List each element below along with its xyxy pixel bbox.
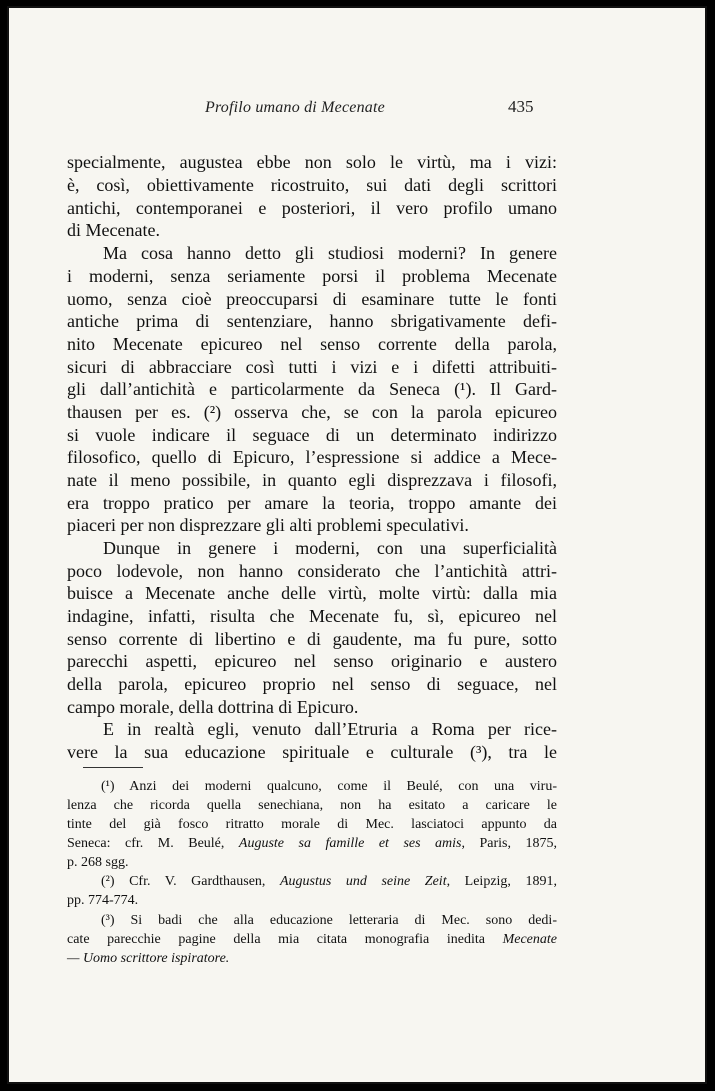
body-line: sicuri di abbracciare così tutti i vizi e i difetti attribuiti- [67, 357, 557, 377]
body-line: uomo, senza cioè preoccuparsi di esaminare tutte le fonti [67, 289, 557, 309]
footnote-3-line: (³) Si badi che alla educazione letteraria di Mec. sono dedi- [101, 913, 557, 928]
body-line: nate il meno possibile, in quanto egli disprezzava i filosofi, [67, 470, 557, 490]
body-line: i moderni, senza seriamente porsi il problema Mecenate [67, 266, 557, 286]
footnote-1-imprint: , Paris, 1875, [461, 836, 557, 851]
running-title: Profilo umano di Mecenate [205, 99, 385, 116]
footnote-divider [83, 767, 143, 768]
footnote-1-line: tinte del già fosco ritratto morale di Mec. lasciatoci appunto da [67, 817, 557, 832]
body-line: vere la sua educazione spirituale e culturale (³), tra le [67, 742, 557, 762]
footnote-3-book-subtitle: — Uomo scrittore ispiratore. [67, 951, 230, 966]
footnote-2-imprint: , Leipzig, 1891, [446, 874, 557, 889]
body-line: E in realtà egli, venuto dall’Etruria a Roma per rice- [103, 719, 557, 739]
body-line: indagine, infatti, risulta che Mecenate fu, sì, epicureo nel [67, 606, 557, 626]
footnote-1-line: lenza che ricorda quella senechiana, non ha esitato a caricare le [67, 798, 557, 813]
page-number: 435 [508, 97, 534, 116]
footnote-2-line: pp. 774-774. [67, 893, 139, 908]
body-line: parecchi aspetti, epicureo nel senso originario e austero [67, 651, 557, 671]
book-page [7, 6, 707, 1084]
footnote-3-text: cate parecchie pagine della mia citata monografia inedita [67, 932, 503, 947]
body-line: piaceri per non disprezzare gli alti problemi speculativi. [67, 515, 469, 535]
body-line: filosofico, quello di Epicuro, l’espressione si addice a Mece- [67, 447, 557, 467]
footnote-3-line [67, 931, 557, 949]
body-line: campo morale, della dottrina di Epicuro. [67, 697, 359, 717]
footnote-1-book-title: Auguste sa famille et ses amis [238, 836, 462, 851]
body-line: buisce a Mecenate anche delle virtù, molte virtù: dalla mia [67, 583, 557, 603]
body-line: thausen per es. (²) osserva che, se con la parola epicureo [67, 402, 557, 422]
body-line: poco lodevole, non hanno considerato che l’antichità attri- [67, 561, 557, 581]
body-line: Dunque in genere i moderni, con una superficialità [103, 538, 557, 558]
footnote-1-line: (¹) Anzi dei moderni qualcuno, come il Beulé, con una viru- [101, 779, 557, 794]
footnote-1-citation: Seneca: cfr. M. Beulé, [67, 836, 239, 851]
body-line: era troppo pratico per amare la teoria, troppo amante dei [67, 493, 557, 513]
body-line: è, così, obiettivamente ricostruito, sui dati degli scrittori [67, 175, 557, 195]
footnote-3-line [67, 950, 557, 968]
body-line: nito Mecenate epicureo nel senso corrente della parola, [67, 334, 557, 354]
body-line: gli dall’antichità e particolarmente da Seneca (¹). Il Gard- [67, 379, 557, 399]
footnote-2-book-title: Augustus und seine Zeit [280, 874, 447, 889]
footnote-3-book-title: Mecenate [502, 932, 557, 947]
body-line: senso corrente di libertino e di gaudente, ma fu pure, sotto [67, 629, 557, 649]
footnote-1-line [67, 835, 557, 853]
body-line: Ma cosa hanno detto gli studiosi moderni? In genere [103, 243, 557, 263]
body-line: antiche prima di sentenziare, hanno sbrigativamente defi- [67, 311, 557, 331]
footnote-1-line: p. 268 sgg. [67, 855, 129, 870]
body-line: specialmente, augustea ebbe non solo le virtù, ma i vizi: [67, 152, 557, 172]
body-line: si vuole indicare il seguace di un determinato indirizzo [67, 425, 557, 445]
body-line: di Mecenate. [67, 220, 160, 240]
body-line: della parola, epicureo proprio nel senso di seguace, nel [67, 674, 557, 694]
footnote-2-line [101, 873, 557, 891]
body-line: antichi, contemporanei e posteriori, il vero profilo umano [67, 198, 557, 218]
footnote-2-citation: (²) Cfr. V. Gardthausen, [101, 874, 280, 889]
